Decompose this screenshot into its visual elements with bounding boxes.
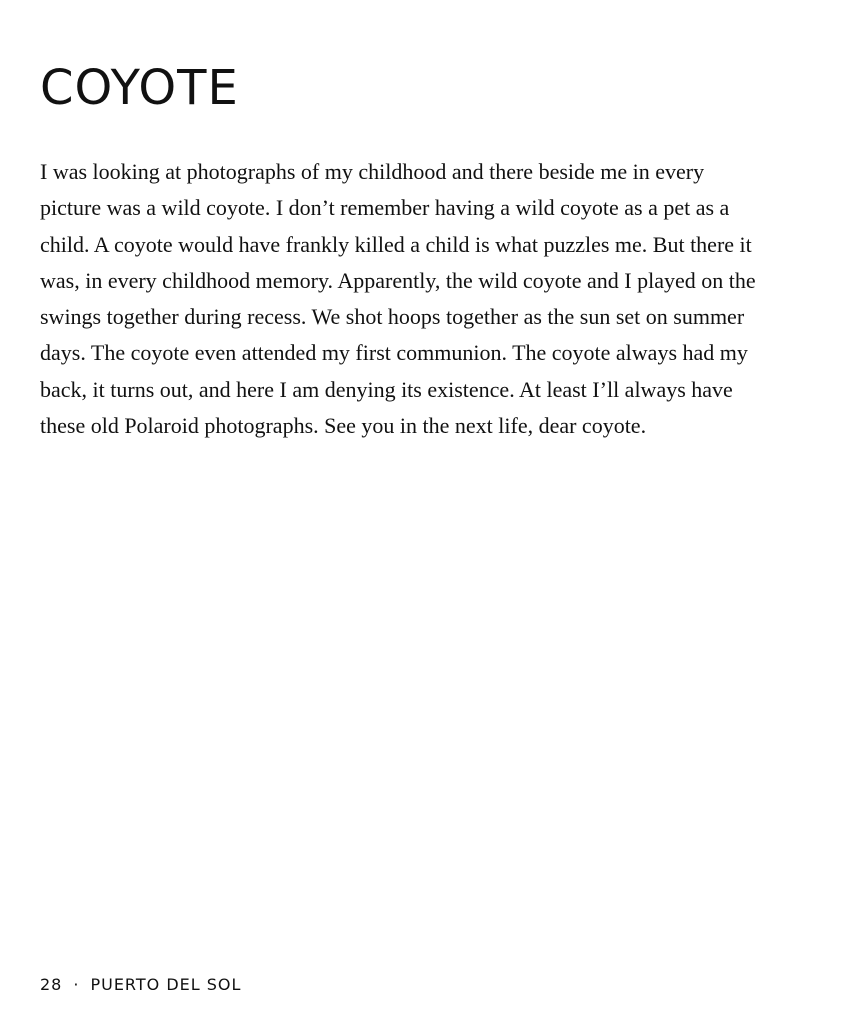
poem-line: child. A coyote would have frankly killed a child is what puzzles me. But there it: [40, 231, 752, 257]
poem-line: back, it turns out, and here I am denying its existence. At least I’ll always have: [40, 376, 733, 402]
poem-line: days. The coyote even attended my first communion. The coyote always had my: [40, 340, 748, 366]
footer-separator: ·: [73, 975, 80, 994]
page-footer: [40, 974, 241, 996]
poem-line: picture was a wild coyote. I don’t remember having a wild coyote as a pet as a: [40, 195, 730, 221]
poem-title: COYOTE: [40, 60, 239, 116]
poem-line: these old Polaroid photographs. See you in the next life, dear coyote.: [40, 413, 647, 439]
poem-line: swings together during recess. We shot hoops together as the sun set on summer: [40, 304, 745, 330]
poem-body: [40, 154, 810, 444]
poem-line: I was looking at photographs of my childhood and there beside me in every: [40, 159, 705, 184]
publication-name: PUERTO DEL SOL: [90, 975, 242, 994]
poem-line: was, in every childhood memory. Apparently, the wild coyote and I played on the: [40, 267, 756, 293]
page-number: 28: [40, 975, 63, 994]
